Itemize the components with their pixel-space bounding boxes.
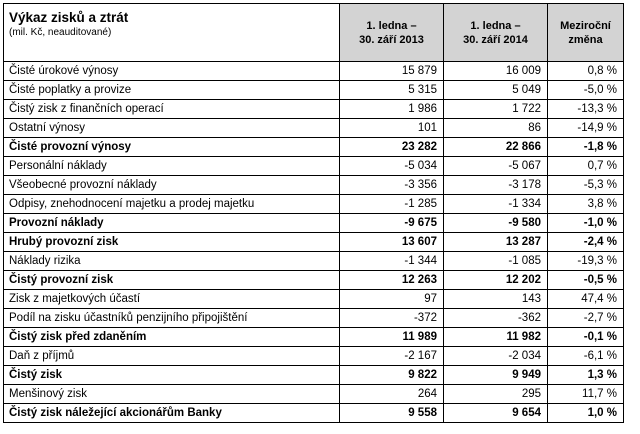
table-row [4, 404, 624, 423]
value-2014: -3 178 [444, 176, 548, 195]
value-2013: 9 558 [340, 404, 444, 423]
yoy-change: 47,4 % [548, 290, 624, 309]
row-label: Personální náklady [4, 157, 340, 176]
row-label: Daň z příjmů [4, 347, 340, 366]
value-2014: 5 049 [444, 81, 548, 100]
row-label: Čistý zisk náležející akcionářům Banky [4, 404, 340, 423]
yoy-change: -19,3 % [548, 252, 624, 271]
column-header-2014-line2: 30. září 2014 [463, 33, 528, 46]
row-label: Čistý zisk z finančních operací [4, 100, 340, 119]
column-header-2014-line1: 1. ledna – [470, 19, 521, 32]
column-header-change-line2: změna [568, 33, 603, 46]
value-2014: 13 287 [444, 233, 548, 252]
row-label: Čistý zisk před zdaněním [4, 328, 340, 347]
yoy-change: -6,1 % [548, 347, 624, 366]
yoy-change: 1,3 % [548, 366, 624, 385]
value-2013: 15 879 [340, 62, 444, 81]
value-2014: 12 202 [444, 271, 548, 290]
table-row [4, 119, 624, 138]
column-header-2013 [340, 4, 444, 62]
table-row [4, 271, 624, 290]
value-2014: -9 580 [444, 214, 548, 233]
value-2013: -1 344 [340, 252, 444, 271]
yoy-change: -0,1 % [548, 328, 624, 347]
row-label: Hrubý provozní zisk [4, 233, 340, 252]
value-2014: 11 982 [444, 328, 548, 347]
row-label: Podíl na zisku účastníků penzijního připojištění [4, 309, 340, 328]
value-2013: 13 607 [340, 233, 444, 252]
value-2014: -1 085 [444, 252, 548, 271]
value-2013: -9 675 [340, 214, 444, 233]
value-2014: 9 949 [444, 366, 548, 385]
yoy-change: -5,3 % [548, 176, 624, 195]
table-header-row [4, 4, 624, 62]
value-2013: 5 315 [340, 81, 444, 100]
value-2013: -5 034 [340, 157, 444, 176]
table-row [4, 309, 624, 328]
table-subtitle: (mil. Kč, neauditované) [9, 27, 112, 38]
row-label: Čisté provozní výnosy [4, 138, 340, 157]
value-2014: -1 334 [444, 195, 548, 214]
table-row [4, 252, 624, 271]
table-row [4, 81, 624, 100]
row-label: Čistý provozní zisk [4, 271, 340, 290]
value-2014: 143 [444, 290, 548, 309]
yoy-change: -0,5 % [548, 271, 624, 290]
yoy-change: -14,9 % [548, 119, 624, 138]
row-label: Čistý zisk [4, 366, 340, 385]
value-2014: 16 009 [444, 62, 548, 81]
value-2013: 23 282 [340, 138, 444, 157]
value-2014: -362 [444, 309, 548, 328]
column-header-change-line1: Meziroční [560, 19, 611, 32]
table-row [4, 233, 624, 252]
value-2014: -2 034 [444, 347, 548, 366]
value-2014: 295 [444, 385, 548, 404]
yoy-change: -2,4 % [548, 233, 624, 252]
row-label: Čisté úrokové výnosy [4, 62, 340, 81]
value-2013: 264 [340, 385, 444, 404]
value-2013: 12 263 [340, 271, 444, 290]
table-title: Výkaz zisků a ztrát [9, 10, 129, 25]
row-label: Menšinový zisk [4, 385, 340, 404]
income-statement-table [3, 3, 624, 423]
row-label: Všeobecné provozní náklady [4, 176, 340, 195]
value-2013: 9 822 [340, 366, 444, 385]
table-row [4, 214, 624, 233]
table-row [4, 157, 624, 176]
column-header-2013-line1: 1. ledna – [366, 19, 417, 32]
table-row [4, 62, 624, 81]
yoy-change: -2,7 % [548, 309, 624, 328]
column-header-2014 [444, 4, 548, 62]
value-2013: 97 [340, 290, 444, 309]
value-2013: 11 989 [340, 328, 444, 347]
row-label: Odpisy, znehodnocení majetku a prodej majetku [4, 195, 340, 214]
value-2014: 22 866 [444, 138, 548, 157]
table-row [4, 176, 624, 195]
table-row [4, 195, 624, 214]
yoy-change: -1,0 % [548, 214, 624, 233]
row-label: Čisté poplatky a provize [4, 81, 340, 100]
table-row [4, 347, 624, 366]
value-2014: -5 067 [444, 157, 548, 176]
yoy-change: 0,7 % [548, 157, 624, 176]
table-row [4, 366, 624, 385]
yoy-change: 3,8 % [548, 195, 624, 214]
column-header-change [548, 4, 624, 62]
table-row [4, 385, 624, 404]
yoy-change: -5,0 % [548, 81, 624, 100]
row-label: Náklady rizika [4, 252, 340, 271]
value-2014: 9 654 [444, 404, 548, 423]
yoy-change: 0,8 % [548, 62, 624, 81]
yoy-change: 11,7 % [548, 385, 624, 404]
table-row [4, 138, 624, 157]
value-2013: -1 285 [340, 195, 444, 214]
table-title-cell [4, 4, 340, 62]
value-2013: 1 986 [340, 100, 444, 119]
yoy-change: 1,0 % [548, 404, 624, 423]
value-2013: -372 [340, 309, 444, 328]
yoy-change: -1,8 % [548, 138, 624, 157]
table-row [4, 100, 624, 119]
table-row [4, 290, 624, 309]
yoy-change: -13,3 % [548, 100, 624, 119]
table-row [4, 328, 624, 347]
value-2014: 86 [444, 119, 548, 138]
value-2013: 101 [340, 119, 444, 138]
row-label: Ostatní výnosy [4, 119, 340, 138]
value-2013: -2 167 [340, 347, 444, 366]
row-label: Provozní náklady [4, 214, 340, 233]
column-header-2013-line2: 30. září 2013 [359, 33, 424, 46]
row-label: Zisk z majetkových účastí [4, 290, 340, 309]
value-2014: 1 722 [444, 100, 548, 119]
value-2013: -3 356 [340, 176, 444, 195]
